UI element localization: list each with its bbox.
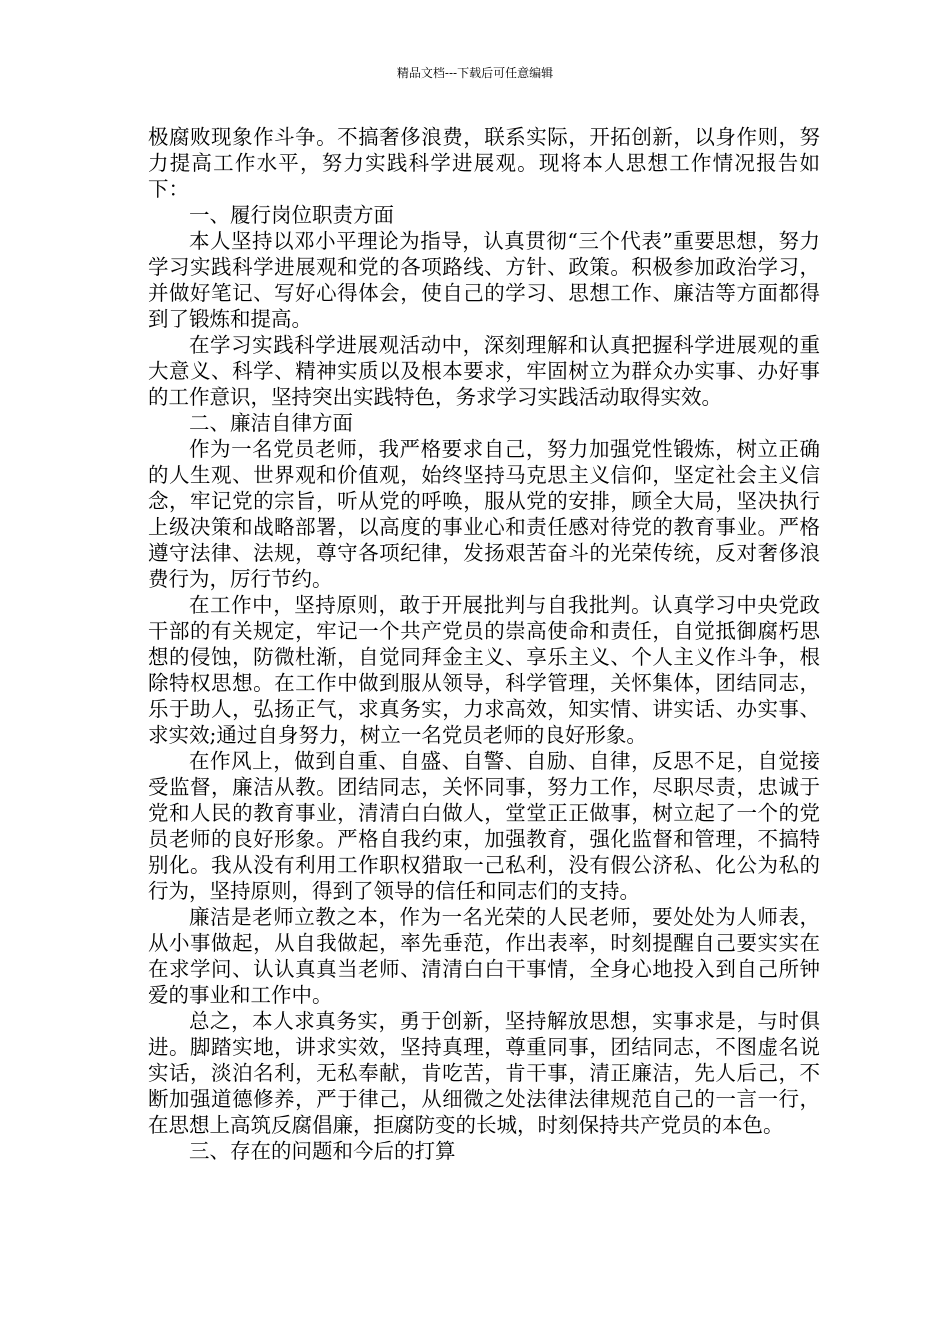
paragraph-teacher-integrity: 廉洁是老师立教之本，作为一名光荣的人民老师，要处处为人师表，从小事做起，从自我做起，率先垂范，作出表率，时刻提醒自己要实实在在求学问、认认真真当老师、清清白白干事情，全身心地投入到自己所钟爱的事业和工作中。 [148, 905, 820, 1007]
page-header: 精品文档---下载后可任意编辑 [396, 66, 554, 80]
section-heading-problems: 三、存在的问题和今后的打算 [189, 1139, 456, 1163]
paragraph-work-style: 在作风上，做到自重、自盛、自警、自励、自律，反思不足，自觉接受监督，廉洁从教。团结同志，关怀同事，努力工作，尽职尽责，忠诚于党和人民的教育事业，清清白白做人，堂堂正正做事，树立起了一个的党员老师的良好形象。严格自我约束，加强教育，强化监督和管理，不搞特别化。我从没有利用工作职权猎取一己私利，没有假公济私、化公为私的行为，坚持原则，得到了领导的信任和同志们的支持。 [148, 749, 820, 903]
document-body [148, 124, 820, 1164]
section-heading-integrity: 二、廉洁自律方面 [189, 411, 353, 435]
section-heading-duties: 一、履行岗位职责方面 [189, 203, 394, 227]
paragraph-party-member: 作为一名党员老师，我严格要求自己，努力加强党性锻炼，树立正确的人生观、世界观和价值观，始终坚持马克思主义信仰，坚定社会主义信念，牢记党的宗旨，听从党的呼唤，服从党的安排，顾全大局，坚决执行上级决策和战略部署，以高度的事业心和责任感对待党的教育事业。严格遵守法律、法规，尊守各项纪律，发扬艰苦奋斗的光荣传统，反对奢侈浪费行为，厉行节约。 [148, 437, 820, 591]
paragraph-theory-study: 本人坚持以邓小平理论为指导，认真贯彻“三个代表”重要思想，努力学习实践科学进展观和党的各项路线、方针、政策。积极参加政治学习，并做好笔记、写好心得体会，使自己的学习、思想工作、廉洁等方面都得到了锻炼和提高。 [148, 229, 820, 331]
paragraph-practice-activity: 在学习实践科学进展观活动中，深刻理解和认真把握科学进展观的重大意义、科学、精神实质以及根本要求，牢固树立为群众办实事、办好事的工作意识，坚持突出实践特色，务求学习实践活动取得实效。 [148, 333, 820, 409]
paragraph-work-principles: 在工作中，坚持原则，敢于开展批判与自我批判。认真学习中央党政干部的有关规定，牢记一个共产党员的崇高使命和责任，自觉抵御腐朽思想的侵蚀，防微杜渐，自觉同拜金主义、享乐主义、个人主义作斗争，根除特权思想。在工作中做到服从领导，科学管理，关怀集体，团结同志，乐于助人，弘扬正气，求真务实，力求高效，知实情、讲实话、办实事、求实效;通过自身努力，树立一名党员老师的良好形象。 [148, 593, 820, 747]
paragraph-summary: 总之，本人求真务实，勇于创新，坚持解放思想，实事求是，与时俱进。脚踏实地，讲求实效，坚持真理，尊重同事，团结同志，不图虚名说实话，淡泊名利，无私奉献，肯吃苦，肯干事，清正廉洁，先人后己，不断加强道德修养，严于律己，从细微之处法律法律规范自己的一言一行，在思想上高筑反腐倡廉，拒腐防变的长城，时刻保持共产党员的本色。 [148, 1009, 820, 1137]
paragraph-continuation: 极腐败现象作斗争。不搞奢侈浪费，联系实际，开拓创新，以身作则，努力提高工作水平，努力实践科学进展观。现将本人思想工作情况报告如下： [148, 125, 820, 201]
